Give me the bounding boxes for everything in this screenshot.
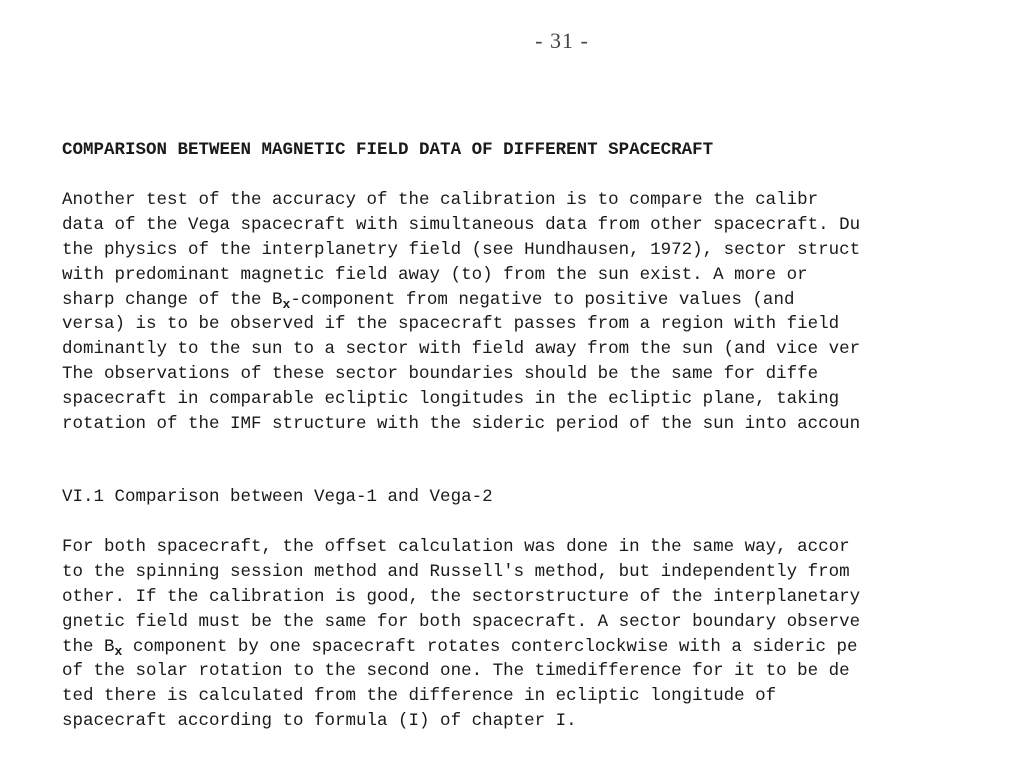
text-line: spacecraft in comparable ecliptic longitudes in the ecliptic plane, taking: [62, 389, 840, 410]
text-line: For both spacecraft, the offset calculation was done in the same way, accor: [62, 537, 850, 557]
text-line: [62, 635, 860, 660]
text-line: to the spinning session method and Russell's method, but independently from: [62, 561, 850, 582]
text-line: with predominant magnetic field away (to) from the sun exist. A more or: [62, 264, 808, 285]
text-fragment: sharp change of the B: [62, 289, 283, 310]
text-line: data of the Vega spacecraft with simultaneous data from other spacecraft. Du: [62, 214, 861, 235]
text-line: rotation of the IMF structure with the sideric period of the sun into accoun: [62, 414, 861, 435]
paragraph-vega-comparison: [62, 535, 860, 734]
text-line: ted there is calculated from the difference in ecliptic longitude of: [62, 686, 777, 707]
text-line: Another test of the accuracy of the calibration is to compare the calibr: [62, 190, 819, 210]
text-line: spacecraft according to formula (I) of chapter I.: [62, 711, 577, 732]
subsection-title: VI.1 Comparison between Vega-1 and Vega-2: [62, 487, 493, 507]
text-fragment: component by one spacecraft rotates conterclockwise with a sideric pe: [122, 636, 858, 657]
text-line: dominantly to the sun to a sector with field away from the sun (and vice ver: [62, 339, 861, 360]
text-line: versa) is to be observed if the spacecraft passes from a region with field: [62, 314, 840, 335]
subscript: x: [114, 643, 123, 659]
text-line: [62, 288, 860, 313]
text-line: gnetic field must be the same for both spacecraft. A sector boundary observe: [62, 611, 861, 632]
text-line: The observations of these sector boundaries should be the same for diffe: [62, 364, 819, 385]
page-number: - 31 -: [535, 28, 589, 53]
section-heading: COMPARISON BETWEEN MAGNETIC FIELD DATA OF DIFFERENT SPACECRAFT: [62, 140, 714, 160]
text-line: other. If the calibration is good, the sectorstructure of the interplanetary: [62, 586, 861, 607]
paragraph-calibration-test: [62, 188, 860, 437]
text-line: the physics of the interplanetry field (see Hundhausen, 1972), sector struct: [62, 239, 861, 260]
text-fragment: the B: [62, 636, 115, 657]
subscript: x: [282, 296, 291, 312]
text-fragment: -component from negative to positive values (and: [290, 289, 795, 310]
text-line: of the solar rotation to the second one. The timedifference for it to be de: [62, 661, 850, 682]
